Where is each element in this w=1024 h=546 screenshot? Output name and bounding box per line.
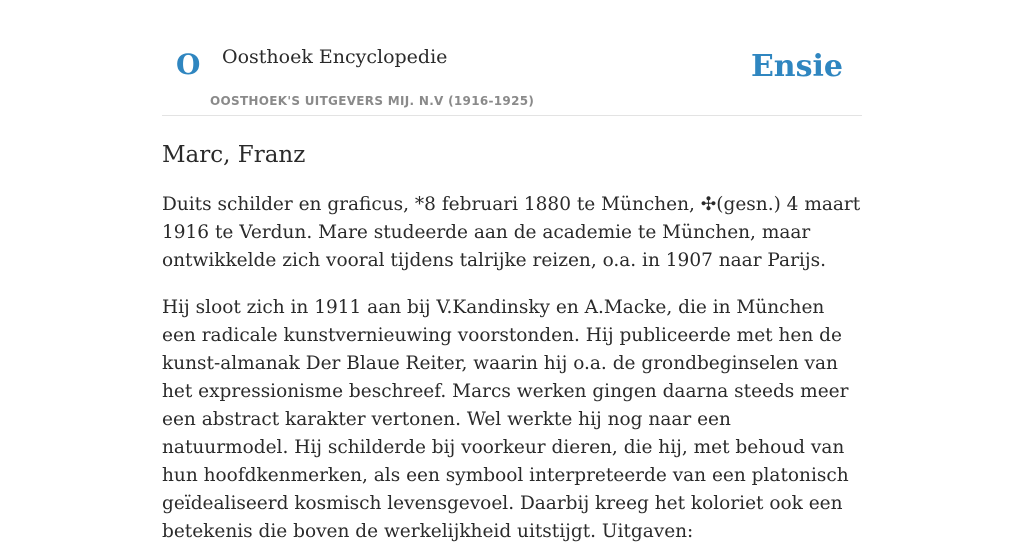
publication-title-link[interactable]: Oosthoek Encyclopedie <box>222 46 448 68</box>
publisher-label: OOSTHOEK'S UITGEVERS MIJ. N.V (1916-1925) <box>210 94 535 108</box>
ensie-brand-link[interactable]: Ensie <box>750 49 843 84</box>
entry-paragraph: Hij sloot zich in 1911 aan bij V.Kandinsky en A.Macke, die in München een radicale kunstvernieuwing voorstonden. Hij publiceerde met hen de kunst-almanak Der Blaue Reiter, waarin hij o.a. de grondbeginselen van het expressionisme beschreef. Marcs werken gingen daarna steeds meer een abstract karakter vertonen. Wel werkte hij nog naar een natuurmodel. Hij schilderde bij voorkeur dieren, die hij, met behoud van hun hoofdkenmerken, als een symbool interpreteerde van een platonisch geïdealiseerd kosmisch levensgevoel. Daarbij kreeg het koloriet ook een betekenis die boven de werkelijkheid uitstijgt. Uitgaven: <box>162 296 849 542</box>
entry-paragraph: Duits schilder en graficus, *8 februari 1880 te München, ✣(gesn.) 4 maart 1916 te Verdun. Mare studeerde aan de academie te München, maar ontwikkelde zich vooral tijdens talrijke reizen, o.a. in 1907 naar Parijs. <box>162 193 861 271</box>
site-header <box>162 0 862 116</box>
publication-logo-icon[interactable]: O <box>176 48 201 81</box>
page <box>162 0 862 546</box>
entry-title: Marc, Franz <box>162 142 306 168</box>
